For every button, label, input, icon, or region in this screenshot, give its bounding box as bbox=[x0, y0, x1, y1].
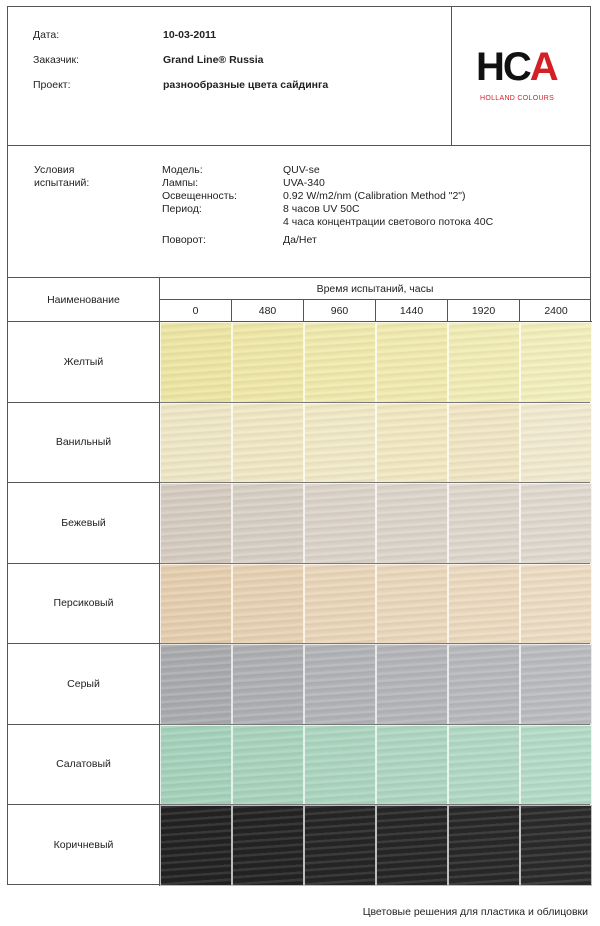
color-name-cell: Серый bbox=[8, 644, 160, 725]
wood-grain-texture bbox=[449, 565, 519, 644]
condition-value: 4 часа концентрации светового потока 40C bbox=[283, 216, 494, 228]
time-header-cell: 1440 bbox=[376, 300, 448, 322]
project-label: Проект: bbox=[33, 79, 71, 91]
wood-grain-texture bbox=[161, 484, 231, 563]
wood-grain-texture bbox=[161, 645, 231, 724]
wood-grain-texture bbox=[377, 565, 447, 644]
color-name-cell: Салатовый bbox=[8, 725, 160, 806]
color-sample-swatch bbox=[232, 403, 304, 484]
color-sample-swatch bbox=[376, 322, 448, 403]
client-label: Заказчик: bbox=[33, 54, 80, 66]
condition-label: Освещенность: bbox=[162, 190, 237, 202]
wood-grain-texture bbox=[521, 565, 591, 644]
date-label: Дата: bbox=[33, 29, 60, 41]
condition-value: 8 часов UV 50C bbox=[283, 203, 360, 215]
wood-grain-texture bbox=[377, 323, 447, 402]
color-sample-swatch bbox=[376, 644, 448, 725]
wood-grain-texture bbox=[449, 726, 519, 805]
wood-grain-texture bbox=[161, 726, 231, 805]
color-sample-swatch bbox=[160, 805, 232, 886]
wood-grain-texture bbox=[305, 404, 375, 483]
color-sample-swatch bbox=[520, 644, 592, 725]
color-sample-swatch bbox=[448, 564, 520, 645]
color-sample-swatch bbox=[232, 564, 304, 645]
report-header bbox=[7, 6, 591, 146]
wood-grain-texture bbox=[449, 323, 519, 402]
color-sample-swatch bbox=[448, 403, 520, 484]
condition-value: UVA-340 bbox=[283, 177, 325, 189]
wood-grain-texture bbox=[161, 565, 231, 644]
condition-value: QUV-se bbox=[283, 164, 320, 176]
color-sample-swatch bbox=[160, 644, 232, 725]
wood-grain-texture bbox=[377, 404, 447, 483]
wood-grain-texture bbox=[377, 484, 447, 563]
color-name-cell: Ванильный bbox=[8, 403, 160, 484]
condition-label: Поворот: bbox=[162, 234, 206, 246]
color-sample-swatch bbox=[160, 322, 232, 403]
wood-grain-texture bbox=[521, 645, 591, 724]
color-sample-swatch bbox=[304, 403, 376, 484]
wood-grain-texture bbox=[305, 806, 375, 885]
condition-label: Модель: bbox=[162, 164, 203, 176]
test-conditions bbox=[7, 146, 591, 278]
color-test-table bbox=[7, 277, 591, 885]
color-name-cell: Бежевый bbox=[8, 483, 160, 564]
color-name-cell: Персиковый bbox=[8, 564, 160, 645]
wood-grain-texture bbox=[521, 404, 591, 483]
conditions-title: Условия испытаний: bbox=[34, 164, 90, 189]
color-sample-swatch bbox=[376, 483, 448, 564]
project-value: разнообразные цвета сайдинга bbox=[163, 79, 329, 91]
wood-grain-texture bbox=[305, 565, 375, 644]
date-value: 10-03-2011 bbox=[163, 29, 217, 41]
wood-grain-texture bbox=[305, 726, 375, 805]
color-sample-swatch bbox=[160, 403, 232, 484]
color-sample-swatch bbox=[376, 805, 448, 886]
wood-grain-texture bbox=[449, 484, 519, 563]
wood-grain-texture bbox=[377, 806, 447, 885]
color-sample-swatch bbox=[520, 403, 592, 484]
color-sample-swatch bbox=[520, 805, 592, 886]
wood-grain-texture bbox=[521, 484, 591, 563]
wood-grain-texture bbox=[233, 806, 303, 885]
time-header-cell: 1920 bbox=[448, 300, 520, 322]
time-column-header: Время испытаний, часы bbox=[160, 278, 590, 300]
wood-grain-texture bbox=[233, 645, 303, 724]
color-sample-swatch bbox=[232, 322, 304, 403]
color-sample-swatch bbox=[160, 725, 232, 806]
color-sample-swatch bbox=[232, 805, 304, 886]
name-column-header: Наименование bbox=[8, 278, 160, 322]
color-sample-swatch bbox=[232, 483, 304, 564]
wood-grain-texture bbox=[233, 726, 303, 805]
wood-grain-texture bbox=[449, 404, 519, 483]
logo-subtitle: HOLLAND COLOURS bbox=[480, 95, 555, 102]
wood-grain-texture bbox=[521, 323, 591, 402]
wood-grain-texture bbox=[233, 484, 303, 563]
time-header-cell: 2400 bbox=[520, 300, 592, 322]
condition-value: 0.92 W/m2/nm (Calibration Method "2") bbox=[283, 190, 466, 202]
wood-grain-texture bbox=[521, 726, 591, 805]
wood-grain-texture bbox=[305, 323, 375, 402]
wood-grain-texture bbox=[449, 645, 519, 724]
color-sample-swatch bbox=[520, 322, 592, 403]
color-sample-swatch bbox=[448, 322, 520, 403]
color-sample-swatch bbox=[232, 725, 304, 806]
condition-label: Лампы: bbox=[162, 177, 199, 189]
wood-grain-texture bbox=[305, 484, 375, 563]
condition-label: Период: bbox=[162, 203, 202, 215]
wood-grain-texture bbox=[449, 806, 519, 885]
client-value: Grand Line® Russia bbox=[163, 54, 264, 66]
wood-grain-texture bbox=[161, 404, 231, 483]
color-sample-swatch bbox=[304, 805, 376, 886]
color-sample-swatch bbox=[160, 483, 232, 564]
condition-value: Да/Нет bbox=[283, 234, 317, 246]
color-sample-swatch bbox=[304, 483, 376, 564]
color-sample-swatch bbox=[520, 564, 592, 645]
color-sample-swatch bbox=[520, 483, 592, 564]
wood-grain-texture bbox=[161, 806, 231, 885]
footer-tagline: Цветовые решения для пластика и облицовки bbox=[362, 906, 588, 918]
color-sample-swatch bbox=[448, 644, 520, 725]
logo-mark: HCA bbox=[476, 45, 557, 89]
color-sample-swatch bbox=[304, 564, 376, 645]
wood-grain-texture bbox=[233, 323, 303, 402]
color-sample-swatch bbox=[160, 564, 232, 645]
wood-grain-texture bbox=[233, 404, 303, 483]
color-sample-swatch bbox=[448, 725, 520, 806]
color-sample-swatch bbox=[232, 644, 304, 725]
time-header-cell: 480 bbox=[232, 300, 304, 322]
wood-grain-texture bbox=[305, 645, 375, 724]
color-name-cell: Коричневый bbox=[8, 805, 160, 886]
color-name-cell: Желтый bbox=[8, 322, 160, 403]
time-header-cell: 960 bbox=[304, 300, 376, 322]
color-sample-swatch bbox=[376, 725, 448, 806]
wood-grain-texture bbox=[161, 323, 231, 402]
wood-grain-texture bbox=[521, 806, 591, 885]
wood-grain-texture bbox=[377, 645, 447, 724]
time-header-cell: 0 bbox=[160, 300, 232, 322]
wood-grain-texture bbox=[377, 726, 447, 805]
color-sample-swatch bbox=[376, 403, 448, 484]
color-sample-swatch bbox=[376, 564, 448, 645]
color-sample-swatch bbox=[304, 644, 376, 725]
wood-grain-texture bbox=[233, 565, 303, 644]
color-sample-swatch bbox=[448, 483, 520, 564]
hca-logo bbox=[452, 7, 591, 146]
color-sample-swatch bbox=[304, 322, 376, 403]
color-sample-swatch bbox=[520, 725, 592, 806]
color-sample-swatch bbox=[448, 805, 520, 886]
color-sample-swatch bbox=[304, 725, 376, 806]
